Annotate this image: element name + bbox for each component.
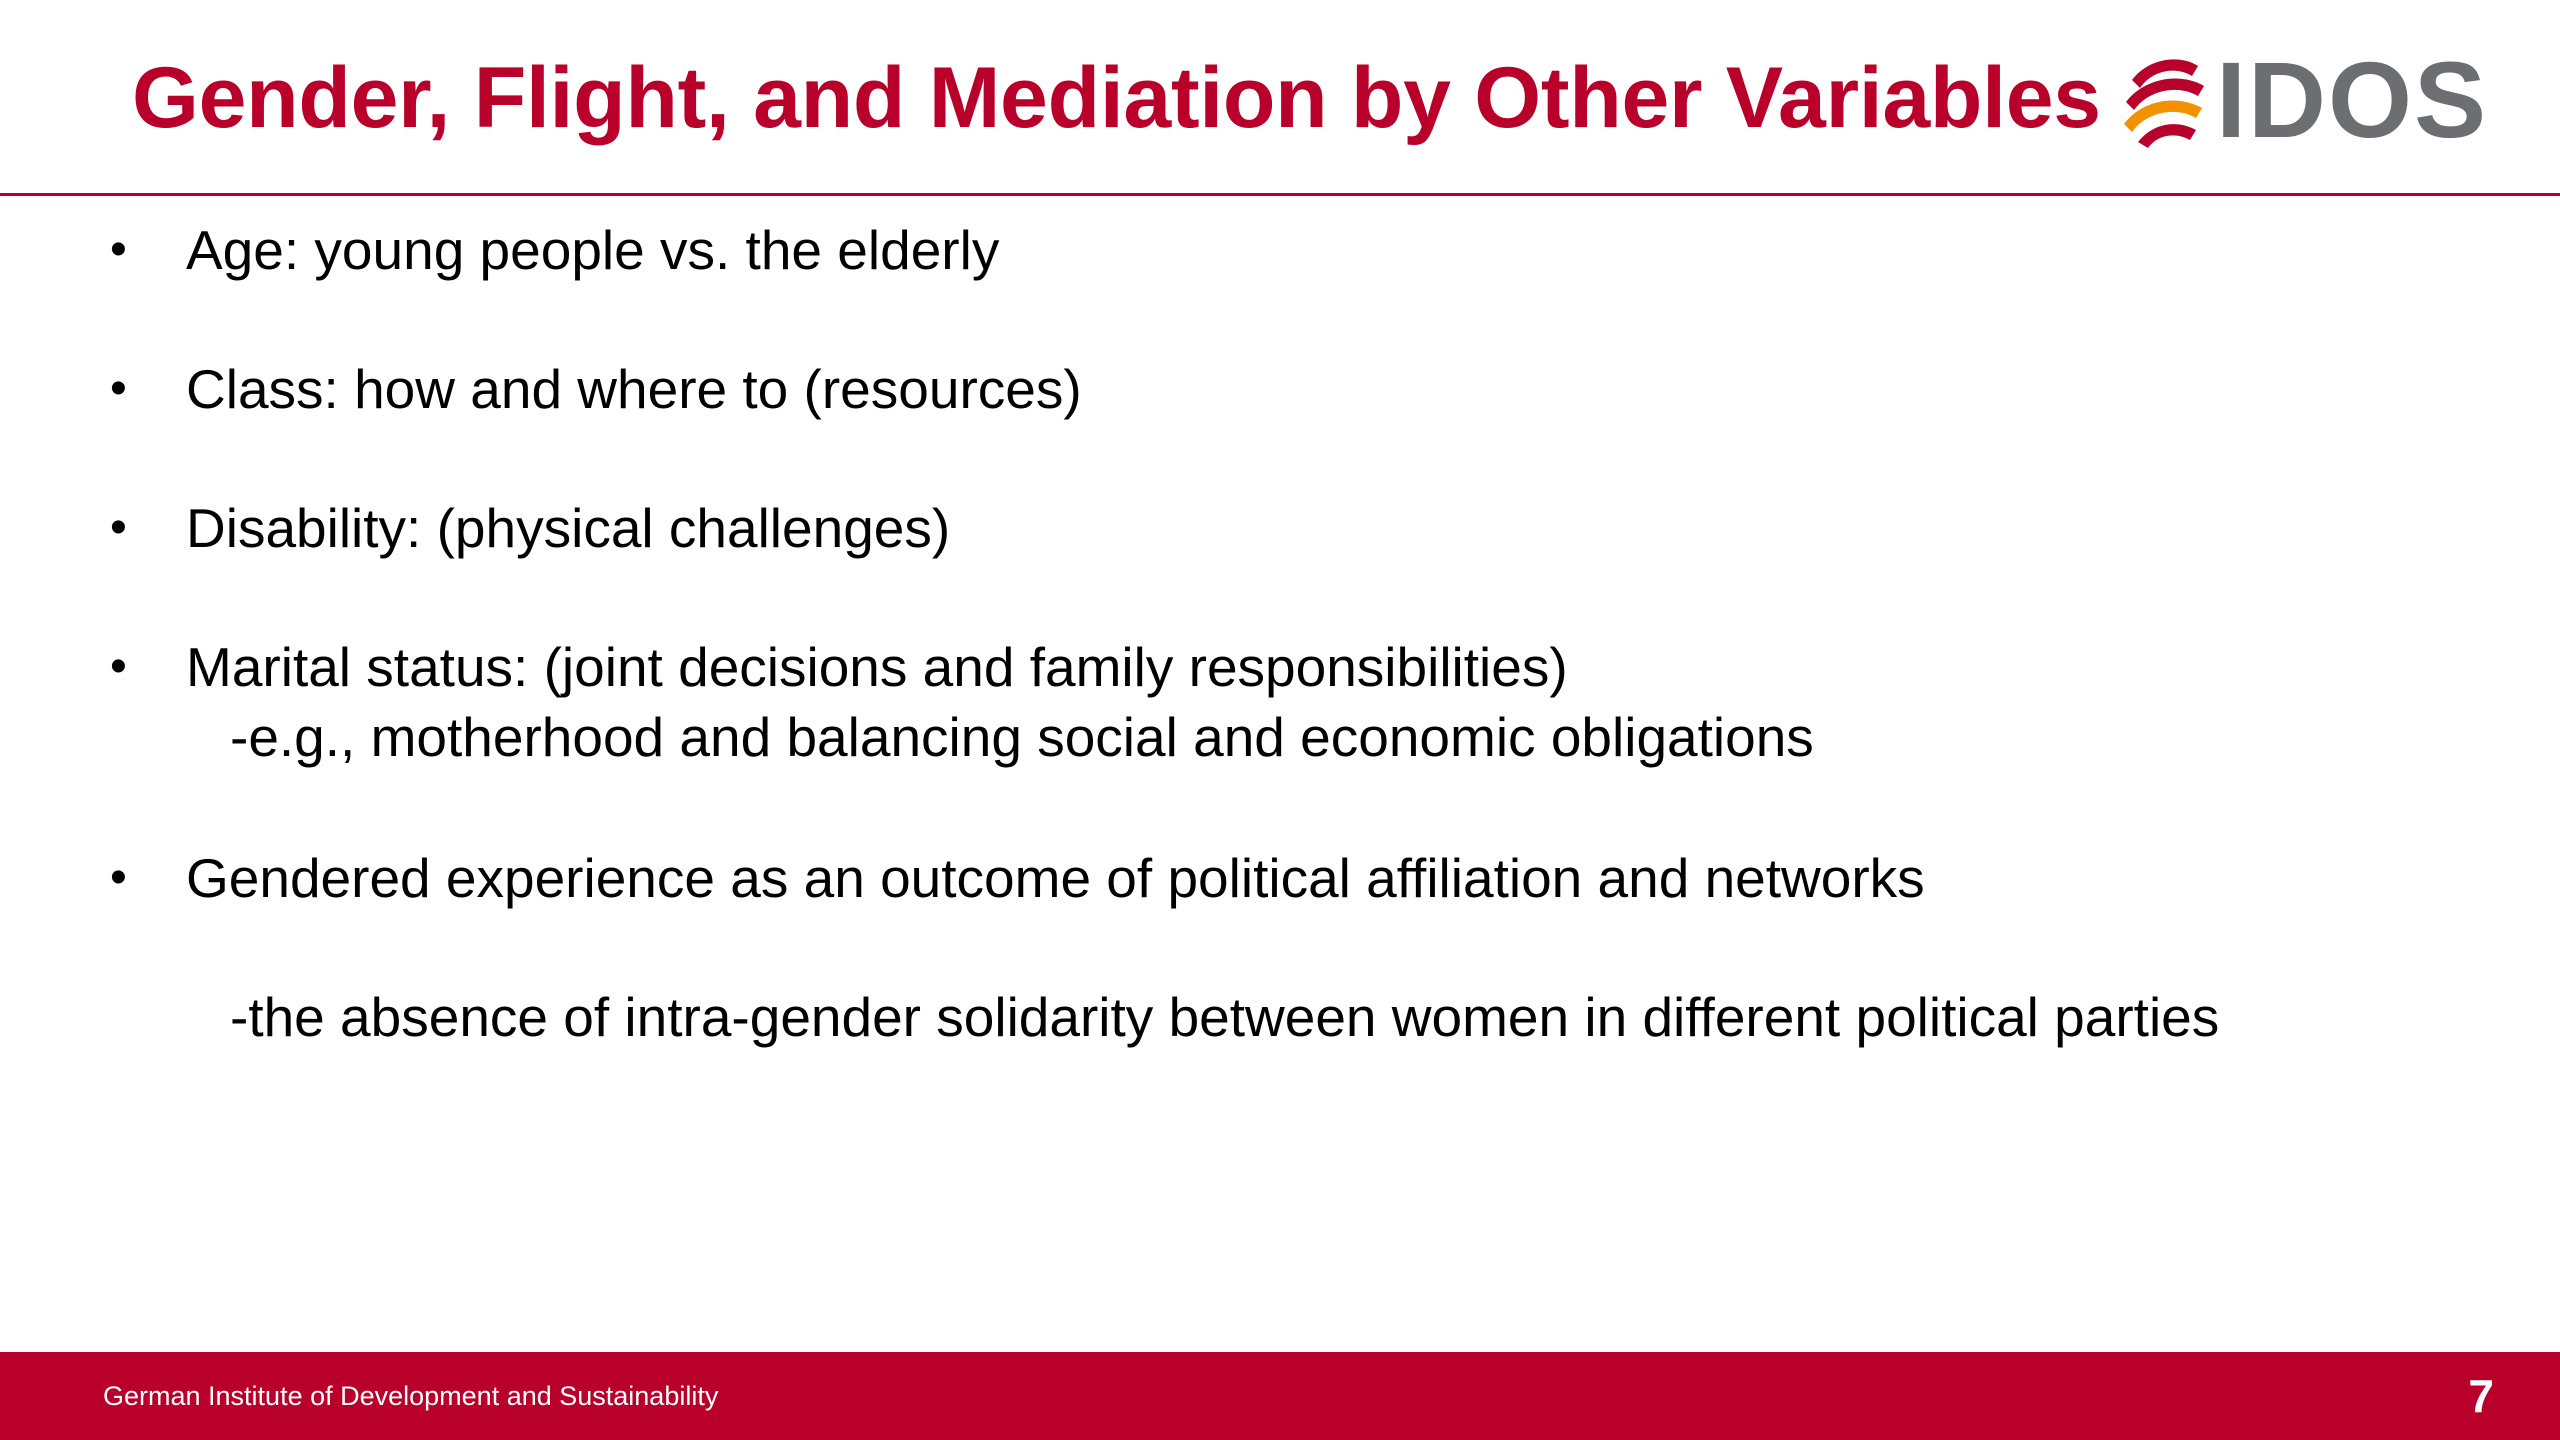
bullet-text: Gendered experience as an outcome of political affiliation and networks: [186, 847, 1925, 909]
footer-institution: German Institute of Development and Sustainability: [103, 1381, 719, 1411]
bullet-marker: •: [110, 640, 127, 693]
footer-bar: [0, 1352, 2560, 1440]
bullet-text: Disability: (physical challenges): [186, 497, 951, 559]
bullet-text: Age: young people vs. the elderly: [186, 219, 1000, 281]
idos-swirl-logo-icon: [2118, 50, 2210, 150]
bullet-marker: •: [110, 223, 127, 276]
bullet-text: Class: how and where to (resources): [186, 358, 1082, 420]
bullet-marker: •: [110, 362, 127, 415]
title-divider: [0, 193, 2560, 196]
bullet-subtext: -the absence of intra-gender solidarity between women in different political parties: [230, 986, 2220, 1048]
bullet-marker: •: [110, 501, 127, 554]
slide-title: Gender, Flight, and Mediation by Other Variables: [132, 50, 2101, 146]
bullet-text: Marital status: (joint decisions and family responsibilities): [186, 636, 1568, 698]
page-number: 7: [2468, 1370, 2494, 1422]
bullet-marker: •: [110, 851, 127, 904]
bullet-subtext: -e.g., motherhood and balancing social and economic obligations: [230, 706, 1814, 768]
idos-logo: [2118, 40, 2488, 160]
logo-text: IDOS: [2216, 39, 2489, 160]
